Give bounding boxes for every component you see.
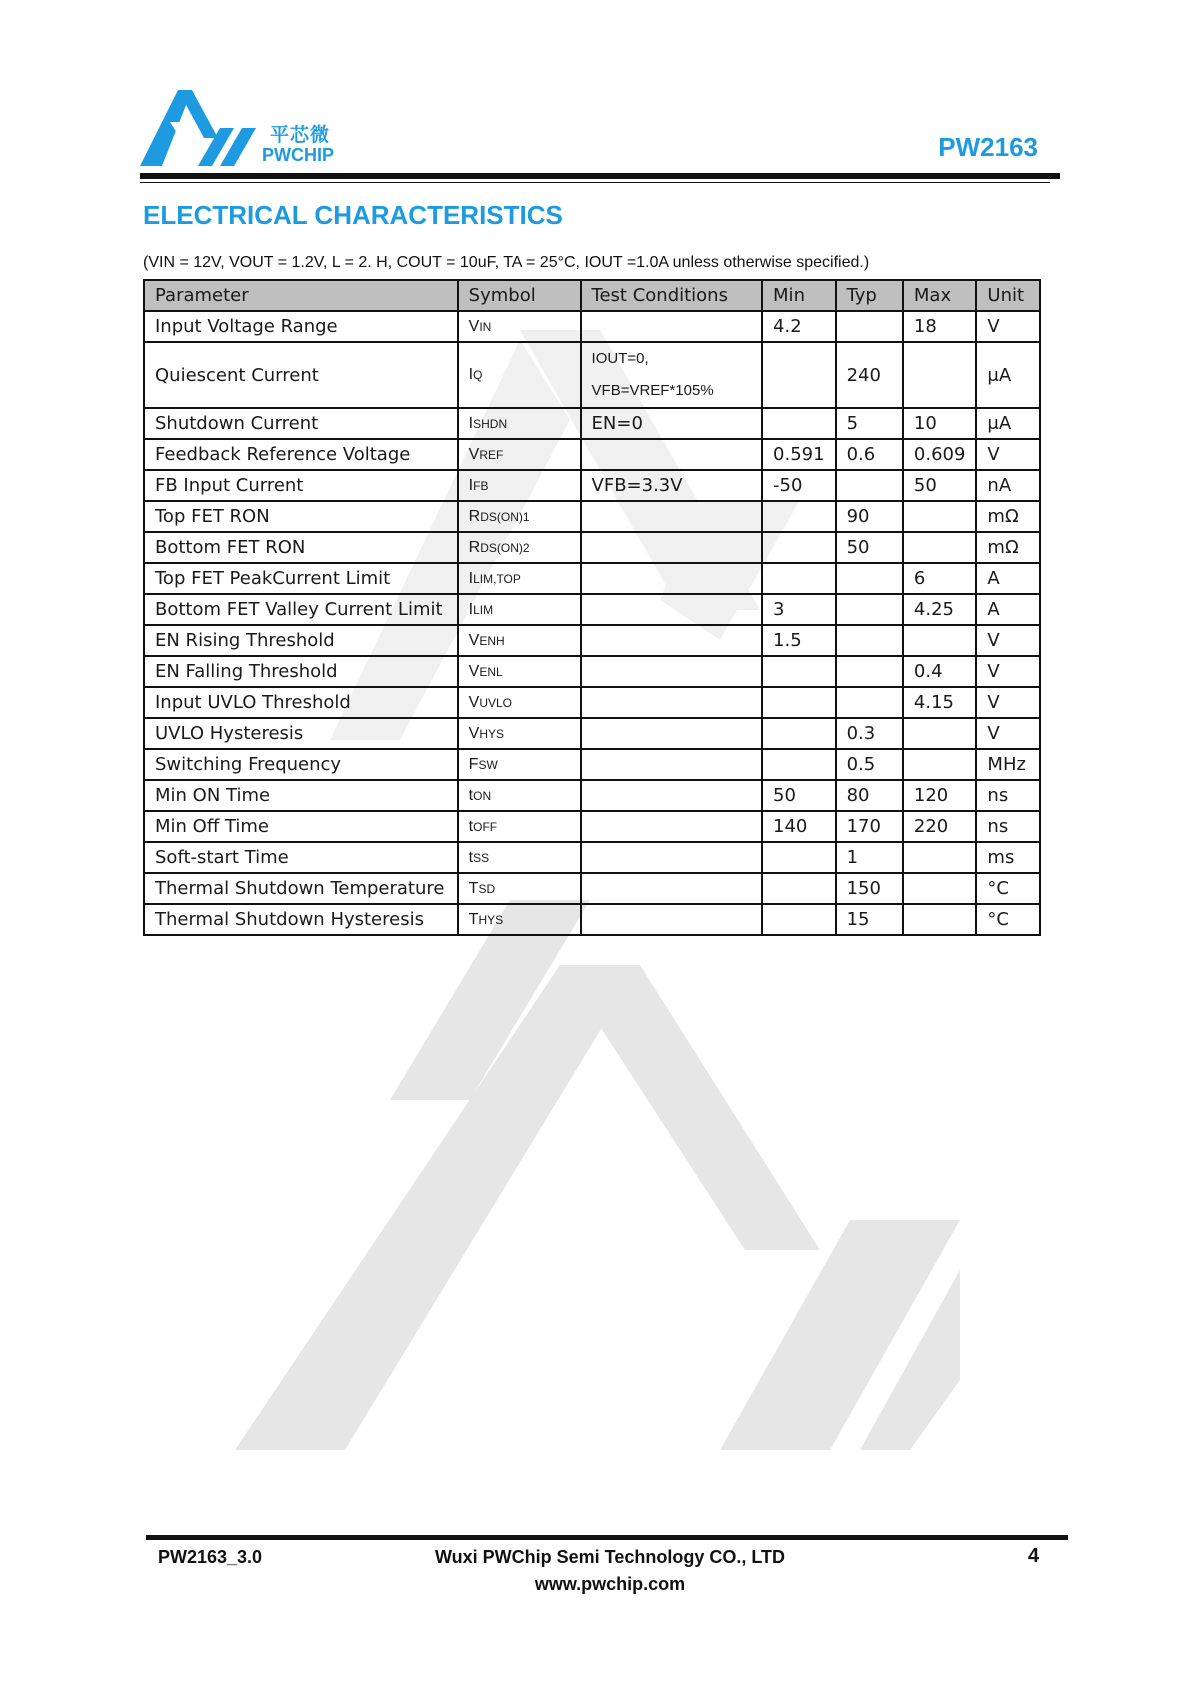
symbol-subscript: ON (473, 788, 492, 803)
header-typ: Typ (836, 280, 903, 311)
cell-test-conditions (581, 842, 763, 873)
symbol-main: R (468, 507, 481, 525)
condition-line: VFB=VREF*105% (591, 382, 714, 399)
cell-max: 6 (903, 563, 977, 594)
cell-unit: V (976, 311, 1040, 342)
table-row (144, 749, 1040, 780)
cell-max: 0.609 (903, 439, 977, 470)
cell-test-conditions: VFB=3.3V (581, 470, 763, 501)
cell-unit: ns (976, 811, 1040, 842)
cell-max: 220 (903, 811, 977, 842)
symbol-main: V (468, 631, 480, 649)
symbol-subscript: REF (479, 447, 504, 462)
symbol-subscript: HYS (478, 912, 504, 927)
table-row (144, 842, 1040, 873)
symbol-subscript: FB (473, 478, 489, 493)
cell-test-conditions (581, 501, 763, 532)
symbol-main: t (468, 786, 474, 804)
cell-test-conditions (581, 811, 763, 842)
cell-max (903, 873, 977, 904)
table-row (144, 656, 1040, 687)
cell-typ (836, 470, 903, 501)
table-header-row (144, 280, 1040, 311)
cell-parameter: Bottom FET RON (144, 532, 458, 563)
cell-parameter: Switching Frequency (144, 749, 458, 780)
cell-typ: 80 (836, 780, 903, 811)
cell-max (903, 532, 977, 563)
cell-parameter: Thermal Shutdown Hysteresis (144, 904, 458, 935)
symbol-main: V (468, 662, 480, 680)
table-row (144, 439, 1040, 470)
cell-symbol (458, 470, 581, 501)
symbol-main: V (468, 445, 480, 463)
cell-unit: V (976, 718, 1040, 749)
cell-parameter: Feedback Reference Voltage (144, 439, 458, 470)
cell-unit: ns (976, 780, 1040, 811)
cell-symbol (458, 656, 581, 687)
cell-typ: 150 (836, 873, 903, 904)
cell-max (903, 749, 977, 780)
symbol-main: T (468, 879, 479, 897)
cell-parameter: EN Rising Threshold (144, 625, 458, 656)
cell-symbol (458, 532, 581, 563)
cell-unit: μA (976, 342, 1040, 408)
footer-website: www.pwchip.com (534, 1574, 686, 1594)
cell-unit: mΩ (976, 532, 1040, 563)
cell-unit: mΩ (976, 501, 1040, 532)
cell-test-conditions (581, 687, 763, 718)
symbol-subscript: OFF (473, 819, 498, 834)
table-row (144, 470, 1040, 501)
cell-typ (836, 687, 903, 718)
cell-min (762, 408, 836, 439)
condition-line: IOUT=0, (591, 350, 649, 367)
cell-test-conditions (581, 439, 763, 470)
header-symbol: Symbol (458, 280, 581, 311)
logo-english-text: PWCHIP (262, 145, 334, 165)
cell-unit: nA (976, 470, 1040, 501)
cell-max: 4.15 (903, 687, 977, 718)
symbol-subscript: ENL (479, 664, 503, 679)
symbol-main: I (468, 569, 474, 587)
symbol-subscript: SHDN (473, 416, 508, 431)
cell-max: 0.4 (903, 656, 977, 687)
symbol-main: I (468, 600, 474, 618)
cell-test-conditions (581, 749, 763, 780)
footer-company: Wuxi PWChip Semi Technology CO., LTD (434, 1547, 785, 1567)
cell-unit: A (976, 594, 1040, 625)
symbol-subscript: SW (478, 757, 498, 772)
cell-unit: A (976, 563, 1040, 594)
cell-symbol (458, 811, 581, 842)
cell-max (903, 501, 977, 532)
cell-symbol (458, 873, 581, 904)
cell-min (762, 873, 836, 904)
cell-symbol (458, 780, 581, 811)
cell-test-conditions (581, 873, 763, 904)
symbol-subscript: HYS (479, 726, 505, 741)
cell-unit: V (976, 656, 1040, 687)
cell-max (903, 342, 977, 408)
cell-test-conditions (581, 625, 763, 656)
cell-typ: 0.5 (836, 749, 903, 780)
cell-min: 1.5 (762, 625, 836, 656)
table-row (144, 594, 1040, 625)
cell-typ (836, 311, 903, 342)
cell-typ: 0.6 (836, 439, 903, 470)
cell-symbol (458, 749, 581, 780)
symbol-main: T (468, 910, 479, 928)
header-min: Min (762, 280, 836, 311)
cell-test-conditions: EN=0 (581, 408, 763, 439)
cell-test-conditions (581, 532, 763, 563)
document-code: PW2163 (938, 132, 1038, 162)
cell-min: 50 (762, 780, 836, 811)
cell-symbol (458, 625, 581, 656)
cell-min: 0.591 (762, 439, 836, 470)
cell-unit: MHz (976, 749, 1040, 780)
cell-unit: V (976, 687, 1040, 718)
cell-typ: 50 (836, 532, 903, 563)
cell-symbol (458, 408, 581, 439)
cell-min: 4.2 (762, 311, 836, 342)
header-test-conditions: Test Conditions (581, 280, 763, 311)
cell-min (762, 842, 836, 873)
cell-symbol (458, 342, 581, 408)
header-max: Max (903, 280, 977, 311)
cell-parameter: Min Off Time (144, 811, 458, 842)
cell-symbol (458, 311, 581, 342)
symbol-subscript: UVLO (479, 695, 513, 710)
cell-typ: 240 (836, 342, 903, 408)
cell-max (903, 842, 977, 873)
cell-parameter: Bottom FET Valley Current Limit (144, 594, 458, 625)
cell-parameter: Soft-start Time (144, 842, 458, 873)
cell-max: 4.25 (903, 594, 977, 625)
cell-symbol (458, 842, 581, 873)
cell-parameter: FB Input Current (144, 470, 458, 501)
header-parameter: Parameter (144, 280, 458, 311)
cell-min (762, 342, 836, 408)
cell-typ: 90 (836, 501, 903, 532)
cell-parameter: Input Voltage Range (144, 311, 458, 342)
cell-symbol (458, 501, 581, 532)
cell-min: -50 (762, 470, 836, 501)
footer-rule (146, 1535, 1068, 1540)
cell-test-conditions (581, 656, 763, 687)
cell-test-conditions (581, 904, 763, 935)
cell-min (762, 656, 836, 687)
cell-parameter: Top FET PeakCurrent Limit (144, 563, 458, 594)
symbol-main: I (468, 476, 474, 494)
symbol-main: V (468, 693, 480, 711)
cell-typ: 0.3 (836, 718, 903, 749)
cell-symbol (458, 904, 581, 935)
header-rule-thin (140, 182, 1050, 183)
cell-min (762, 904, 836, 935)
test-conditions-note: (VIN = 12V, VOUT = 1.2V, L = 2. H, COUT = 10uF, TA = 25°C, IOUT =1.0A unless otherwise specified.) (143, 254, 870, 271)
cell-symbol (458, 594, 581, 625)
cell-min (762, 749, 836, 780)
cell-min (762, 563, 836, 594)
cell-typ (836, 563, 903, 594)
table-row (144, 501, 1040, 532)
cell-test-conditions (581, 594, 763, 625)
cell-parameter: Quiescent Current (144, 342, 458, 408)
logo-chinese-text: 平芯微 (270, 124, 331, 146)
table-row (144, 811, 1040, 842)
symbol-main: V (468, 724, 480, 742)
cell-test-conditions (581, 342, 763, 408)
cell-typ: 15 (836, 904, 903, 935)
symbol-main: I (468, 366, 474, 383)
cell-symbol (458, 718, 581, 749)
header-rule-thick (140, 173, 1060, 179)
table-row (144, 780, 1040, 811)
cell-min (762, 687, 836, 718)
symbol-main: I (468, 414, 474, 432)
cell-parameter: Shutdown Current (144, 408, 458, 439)
table-row (144, 311, 1040, 342)
table-row (144, 532, 1040, 563)
cell-parameter: Thermal Shutdown Temperature (144, 873, 458, 904)
header-unit: Unit (976, 280, 1040, 311)
cell-symbol (458, 563, 581, 594)
section-title: ELECTRICAL CHARACTERISTICS (143, 200, 563, 230)
cell-min (762, 718, 836, 749)
table-row (144, 904, 1040, 935)
cell-max: 18 (903, 311, 977, 342)
cell-max: 50 (903, 470, 977, 501)
symbol-main: t (468, 817, 474, 835)
cell-typ: 1 (836, 842, 903, 873)
table-row (144, 873, 1040, 904)
symbol-main: F (468, 755, 479, 773)
cell-test-conditions (581, 311, 763, 342)
footer-doc-version: PW2163_3.0 (158, 1547, 263, 1567)
cell-unit: V (976, 439, 1040, 470)
table-row (144, 687, 1040, 718)
symbol-subscript: Q (473, 368, 483, 382)
cell-min: 3 (762, 594, 836, 625)
table-row (144, 563, 1040, 594)
cell-unit: °C (976, 873, 1040, 904)
cell-symbol (458, 439, 581, 470)
cell-parameter: UVLO Hysteresis (144, 718, 458, 749)
cell-test-conditions (581, 563, 763, 594)
table-row (144, 342, 1040, 408)
cell-max (903, 904, 977, 935)
cell-typ (836, 625, 903, 656)
symbol-main: t (468, 848, 474, 866)
cell-test-conditions (581, 718, 763, 749)
symbol-subscript: IN (479, 319, 492, 334)
cell-unit: μA (976, 408, 1040, 439)
cell-unit: ms (976, 842, 1040, 873)
cell-max (903, 718, 977, 749)
symbol-subscript: LIM,TOP (473, 571, 521, 586)
electrical-characteristics-table (143, 279, 1041, 936)
cell-unit: °C (976, 904, 1040, 935)
symbol-subscript: ENH (479, 633, 505, 648)
symbol-subscript: LIM (473, 602, 494, 617)
cell-max: 10 (903, 408, 977, 439)
cell-min (762, 532, 836, 563)
cell-max: 120 (903, 780, 977, 811)
cell-parameter: EN Falling Threshold (144, 656, 458, 687)
cell-typ (836, 656, 903, 687)
cell-symbol (458, 687, 581, 718)
symbol-subscript: SD (478, 881, 496, 896)
cell-max (903, 625, 977, 656)
cell-parameter: Min ON Time (144, 780, 458, 811)
cell-typ: 170 (836, 811, 903, 842)
cell-typ: 5 (836, 408, 903, 439)
cell-test-conditions (581, 780, 763, 811)
symbol-main: R (468, 538, 481, 556)
table-row (144, 408, 1040, 439)
cell-parameter: Input UVLO Threshold (144, 687, 458, 718)
cell-min (762, 501, 836, 532)
symbol-subscript: SS (473, 850, 490, 865)
cell-parameter: Top FET RON (144, 501, 458, 532)
table-row (144, 718, 1040, 749)
symbol-subscript: DS(ON)1 (480, 509, 530, 524)
symbol-main: V (468, 317, 480, 335)
table-row (144, 625, 1040, 656)
page-number: 4 (1028, 1545, 1040, 1567)
symbol-subscript: DS(ON)2 (480, 540, 530, 555)
cell-min: 140 (762, 811, 836, 842)
cell-unit: V (976, 625, 1040, 656)
cell-typ (836, 594, 903, 625)
